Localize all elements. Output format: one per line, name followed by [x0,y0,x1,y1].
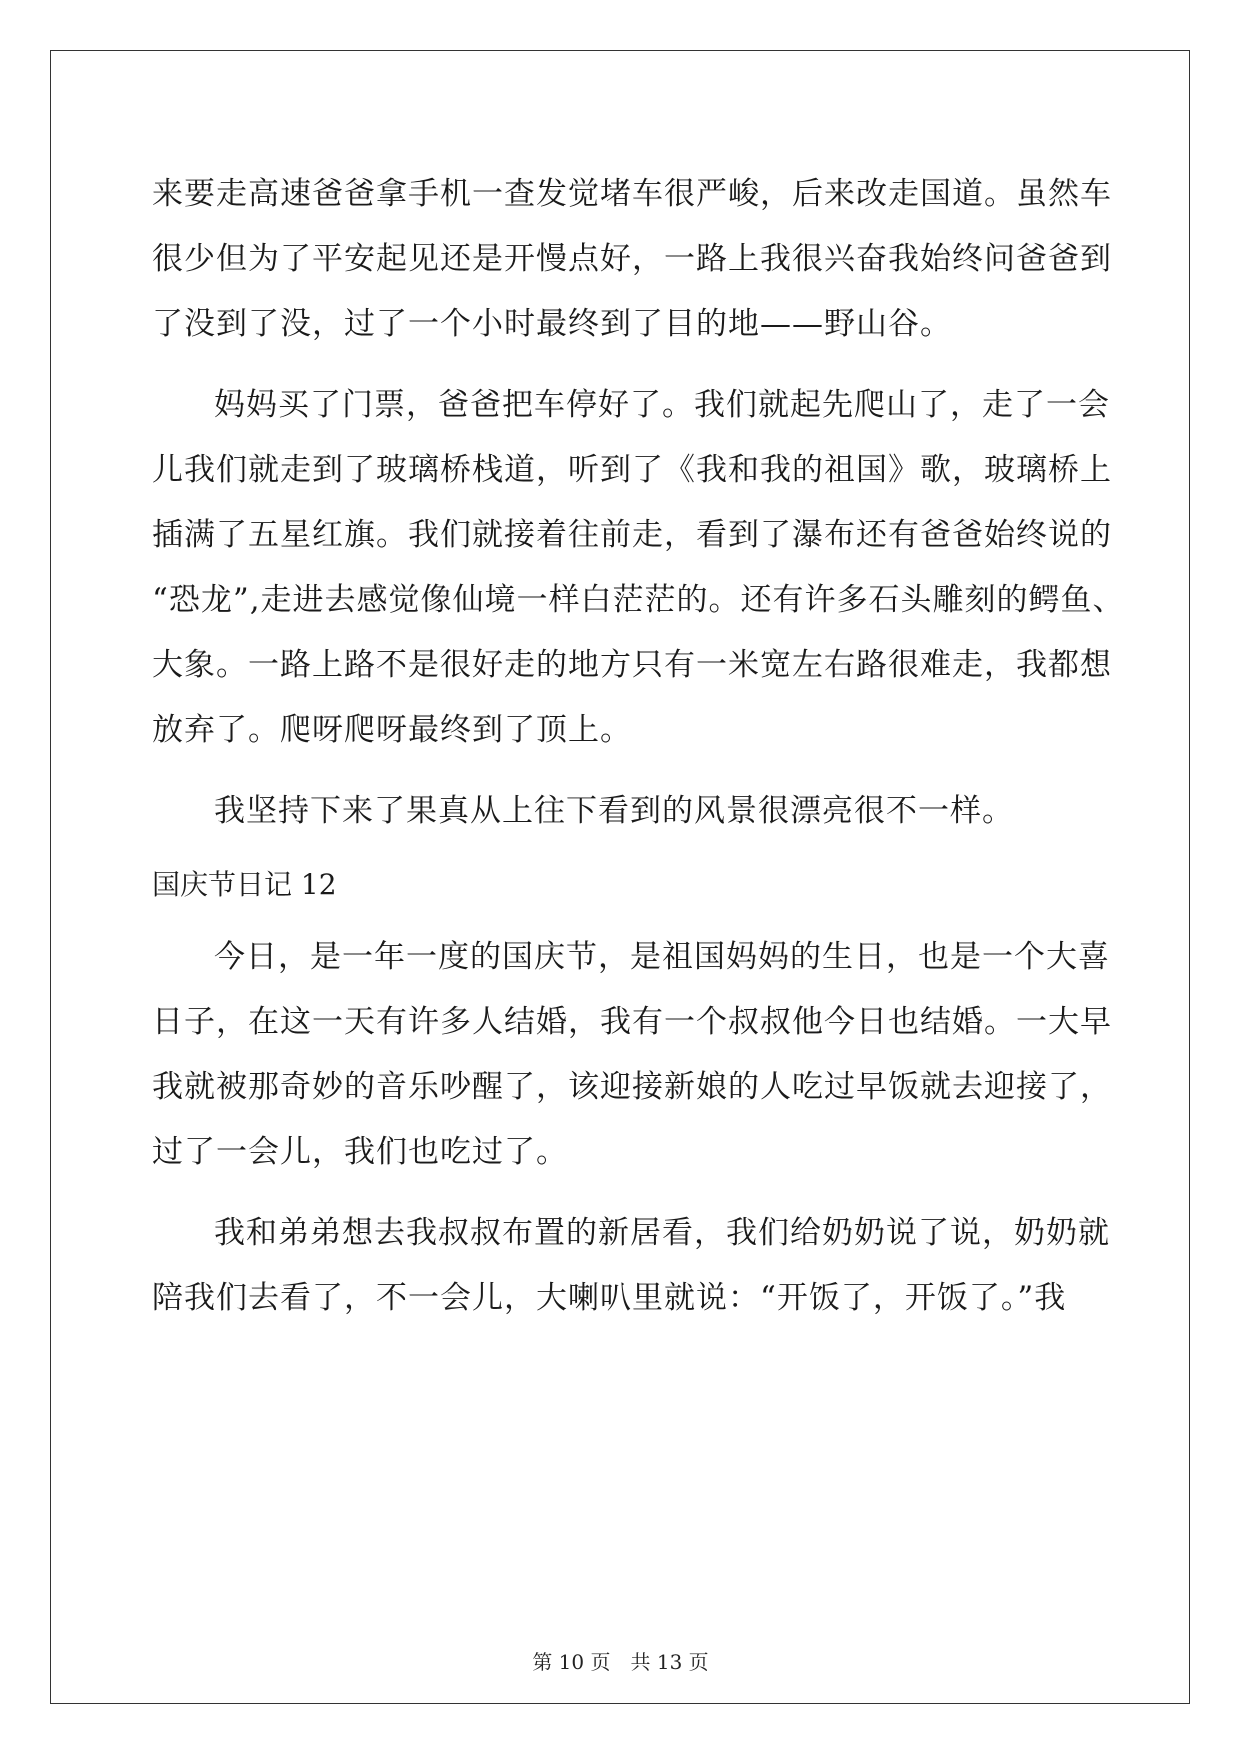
text-line: 放弃了。爬呀爬呀最终到了顶上。 [152,712,632,748]
text-line: 来要走高速爸爸拿手机一查发觉堵车很严峻，后来改走国道。虽然车 [152,176,1112,212]
text-line: 儿我们就走到了玻璃桥栈道，听到了《我和我的祖国》歌，玻璃桥上 [152,452,1112,488]
paragraph-3 [152,779,1088,844]
text-line: 了没到了没，过了一个小时最终到了目的地——野山谷。 [152,306,952,342]
document-body [152,162,1125,1331]
text-line: 我就被那奇妙的音乐吵醒了，该迎接新娘的人吃过早饭就去迎接了， [152,1069,1112,1105]
paragraph-1 [152,162,1112,357]
text-line: 很少但为了平安起见还是开慢点好，一路上我很兴奋我始终问爸爸到 [152,241,1112,277]
text-line: 日子，在这一天有许多人结婚，我有一个叔叔他今日也结婚。一大早 [152,1004,1112,1040]
paragraph-4 [152,925,1112,1185]
paragraph-2 [152,373,1125,763]
text-line: “恐龙”,走进去感觉像仙境一样白茫茫的。还有许多石头雕刻的鳄鱼、 [152,582,1125,618]
text-line: 陪我们去看了，不一会儿，大喇叭里就说：“开饭了，开饭了。”我 [152,1280,1067,1316]
text-line: 我和弟弟想去我叔叔布置的新居看，我们给奶奶说了说，奶奶就 [214,1215,1110,1251]
text-line: 妈妈买了门票，爸爸把车停好了。我们就起先爬山了，走了一会 [214,387,1110,423]
text-line: 我坚持下来了果真从上往下看到的风景很漂亮很不一样。 [214,793,1014,829]
text-line: 过了一会儿，我们也吃过了。 [152,1134,568,1170]
page-number-footer: 第 10 页 共 13 页 [532,1650,709,1674]
text-line: 插满了五星红旗。我们就接着往前走，看到了瀑布还有爸爸始终说的 [152,517,1112,553]
text-line: 今日，是一年一度的国庆节，是祖国妈妈的生日，也是一个大喜 [214,939,1110,975]
text-line: 大象。一路上路不是很好走的地方只有一米宽左右路很难走，我都想 [152,647,1112,683]
paragraph-5 [152,1201,1110,1331]
section-heading: 国庆节日记 12 [152,868,337,901]
